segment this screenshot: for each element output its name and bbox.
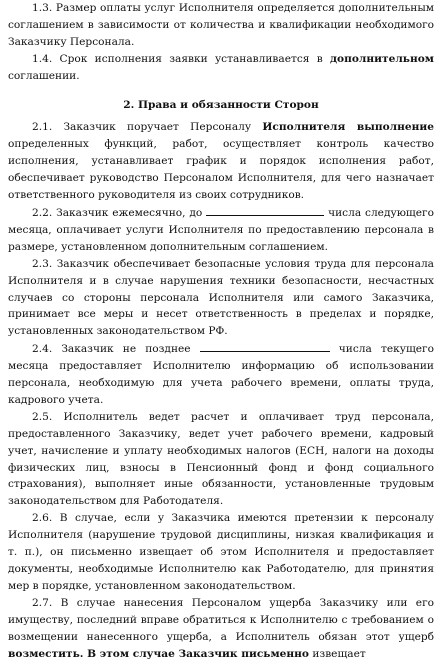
clause-2-5 xyxy=(8,409,434,510)
clause-2-7 xyxy=(8,595,434,662)
clause-2-7-bold: возместить. В этом случае Заказчик письменно xyxy=(8,647,309,660)
clause-1-3 xyxy=(8,0,434,51)
fill-in-blank-day-2 xyxy=(200,340,330,352)
clause-2-6-text: 2.6. В случае, если у Заказчика имеются претензии к персоналу Исполнителя (нарушение трудовой дисциплины, низкая квалификация и т. п.), он письменно извещает об этом Исполнителя и предоставляет документы, необходимые Исполнителю как Работодателю, для принятия мер в порядке, установленном законодательством. xyxy=(8,512,434,592)
clause-2-4-text-a: 2.4. Заказчик не позднее xyxy=(32,343,191,356)
clause-1-4-bold: дополнительном xyxy=(329,52,434,65)
clause-2-1-bold: Исполнителя выполнение xyxy=(262,121,434,134)
clause-2-1 xyxy=(8,119,434,204)
clause-2-1-text-a: 2.1. Заказчик поручает Персоналу xyxy=(32,121,263,134)
clause-2-1-text-c: определенных функций, работ, осуществляет контроль качество исполнения, устанавливает график и порядок исполнения работ, обеспечивает руководство Персоналом Исполнителя, для чего назначает ответственного руководителя из своих сотрудников. xyxy=(8,138,434,202)
clause-1-3-text: 1.3. Размер оплаты услуг Исполнителя определяется дополнительным соглашением в зависимости от количества и квалификации необходимого Заказчику Персонала. xyxy=(8,2,434,48)
clause-2-2-text-a: 2.2. Заказчик ежемесячно, до xyxy=(32,206,203,219)
clause-1-4-text-c: соглашении. xyxy=(8,69,80,82)
clause-2-6 xyxy=(8,510,434,595)
clause-2-7-text-a: 2.7. В случае нанесения Персоналом ущерба Заказчику или его имуществу, последний вправе обратиться к Исполнителю с требованием о возмещении нанесенного ущерба, а Исполнитель обязан этот ущерб xyxy=(8,596,434,643)
clause-2-2 xyxy=(8,204,434,256)
clause-2-4-text-b: числа текущего месяца предоставляет Исполнителю информацию об использовании персонала, необходимую для учета рабочего времени, оплаты труда, кадрового учета. xyxy=(8,343,434,406)
clause-2-4 xyxy=(8,340,434,409)
clause-2-3 xyxy=(8,256,434,341)
section-2-heading: 2. Права и обязанности Сторон xyxy=(123,98,319,111)
clause-1-4 xyxy=(8,51,434,85)
clause-1-4-text-a: 1.4. Срок исполнения заявки устанавливается в xyxy=(32,52,330,65)
clause-2-5-text: 2.5. Исполнитель ведет расчет и оплачивает труд персонала, предоставленного Заказчику, ведет учет рабочего времени, кадровый учет, начисление и уплату необходимых налогов (ЕСН, налоги на доходы физических лиц, взносы в Пенсионный фонд и фонд социального страхования), выполняет иные обязанности, установленные трудовым законодательством для Работодателя. xyxy=(8,410,434,508)
clause-2-2-text-b: числа следующего месяца, оплачивает услуги Исполнителя по предоставлению персонала в размере, установленном дополнительным соглашением. xyxy=(8,206,434,253)
fill-in-blank-day xyxy=(206,204,324,216)
clause-2-3-text: 2.3. Заказчик обеспечивает безопасные условия труда для персонала Исполнителя и в случае нарушения техники безопасности, несчастных случаев со стороны персонала Исполнителя или самого Заказчика, принимает все меры и несет ответственность в пределах и порядке, установленных законодательством РФ. xyxy=(8,257,434,338)
clause-2-7-text-c: извещает xyxy=(309,647,366,660)
